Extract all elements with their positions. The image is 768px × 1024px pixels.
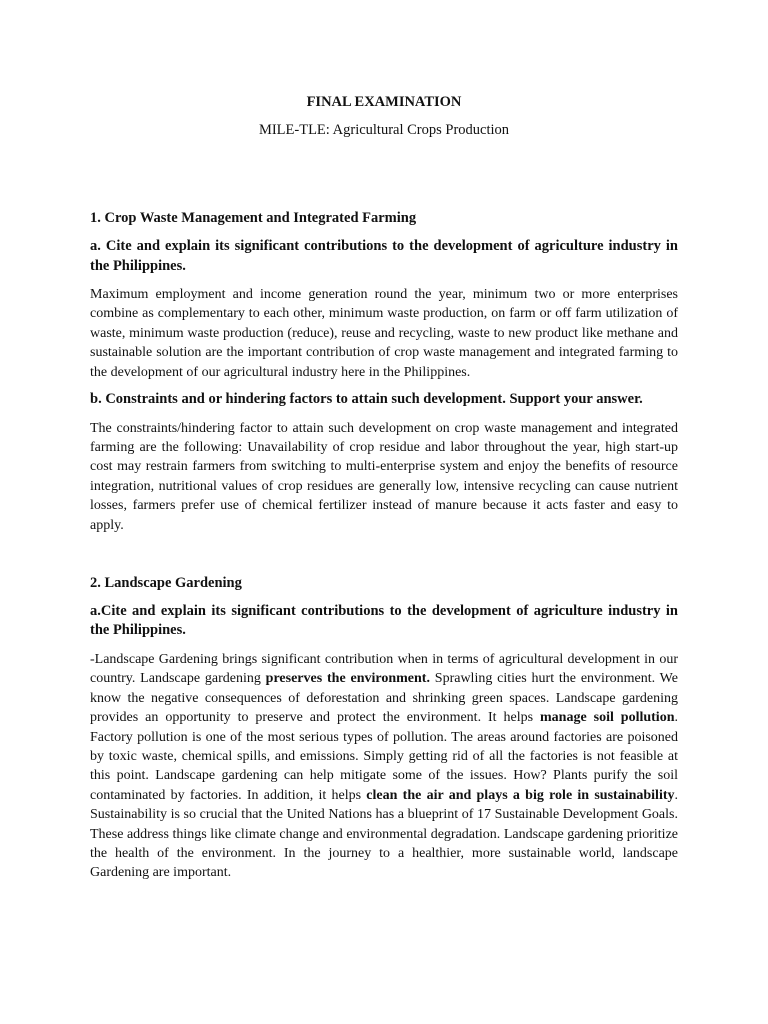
document-subtitle: MILE-TLE: Agricultural Crops Production bbox=[258, 122, 510, 138]
document-title: FINAL EXAMINATION bbox=[306, 94, 462, 110]
section-1-question-b: b. Constraints and or hindering factors to attain such development. Support your answer. bbox=[90, 391, 643, 408]
answer-text-part-4: . Sustainability is so crucial that the United Nations has a blueprint of 17 Sustainable Development Goals. These address things like climate change and environmental degradation. Landscape gardening prioritize the health of the environment. In the journey to a healthier, more sustainable world, landscape Gardening are important. bbox=[90, 787, 678, 881]
section-1-answer-a: Maximum employment and income generation round the year, minimum two or more enterprises combine as complementary to each other, minimum waste production, on farm or off farm utilization of waste, minimum waste production (reduce), reuse and recycling, waste to new product like methane and sustainable solution are the important contribution of crop waste management and integrated farming to the development of our agricultural industry here in the Philippines. bbox=[90, 287, 678, 380]
section-1-question-a: a. Cite and explain its significant contributions to the development of agriculture industry in the Philippines. bbox=[90, 238, 678, 274]
section-2-answer-a bbox=[90, 650, 678, 883]
answer-text-part-1: -Landscape Gardening brings significant contribution when in terms of agricultural development in our country. Landscape gardening bbox=[90, 651, 678, 687]
answer-bold-part-3: clean the air and plays a big role in sustainability bbox=[366, 787, 675, 803]
answer-text-part-2: Sprawling cities hurt the environment. We know the negative consequences of deforestation and shrinking green spaces. Landscape gardening provides an opportunity to preserve and protect the environment. It helps bbox=[90, 671, 678, 726]
document-page bbox=[90, 92, 678, 891]
answer-text-part-3: . Factory pollution is one of the most serious types of pollution. The areas around factories are poisoned by toxic waste, chemical spills, and emissions. Simply getting rid of all the factories is not feasible at this point. Landscape gardening can help mitigate some of the issues. How? Plants purify the soil contaminated by factories. In addition, it helps bbox=[90, 710, 678, 803]
answer-bold-part-1: preserves the environment. bbox=[265, 671, 430, 687]
section-2-heading: 2. Landscape Gardening bbox=[90, 574, 242, 591]
answer-bold-part-2: manage soil pollution bbox=[540, 710, 675, 726]
section-1-answer-b: The constraints/hindering factor to attain such development on crop waste management and integrated farming are the following: Unavailability of crop residue and labor throughout the year, high start-up cost may restrain farmers from switching to multi-enterprise system and enjoy the benefits of resource integration, nutritional values of crop residues are generally low, intensive recycling can cause nutrient losses, farmers prefer use of chemical fertilizer instead of manure because it acts faster and easy to apply. bbox=[90, 420, 678, 533]
section-spacer bbox=[90, 543, 678, 573]
section-1-heading: 1. Crop Waste Management and Integrated Farming bbox=[90, 210, 417, 226]
section-2-question-a: a.Cite and explain its significant contributions to the development of agriculture industry in the Philippines. bbox=[90, 602, 678, 639]
